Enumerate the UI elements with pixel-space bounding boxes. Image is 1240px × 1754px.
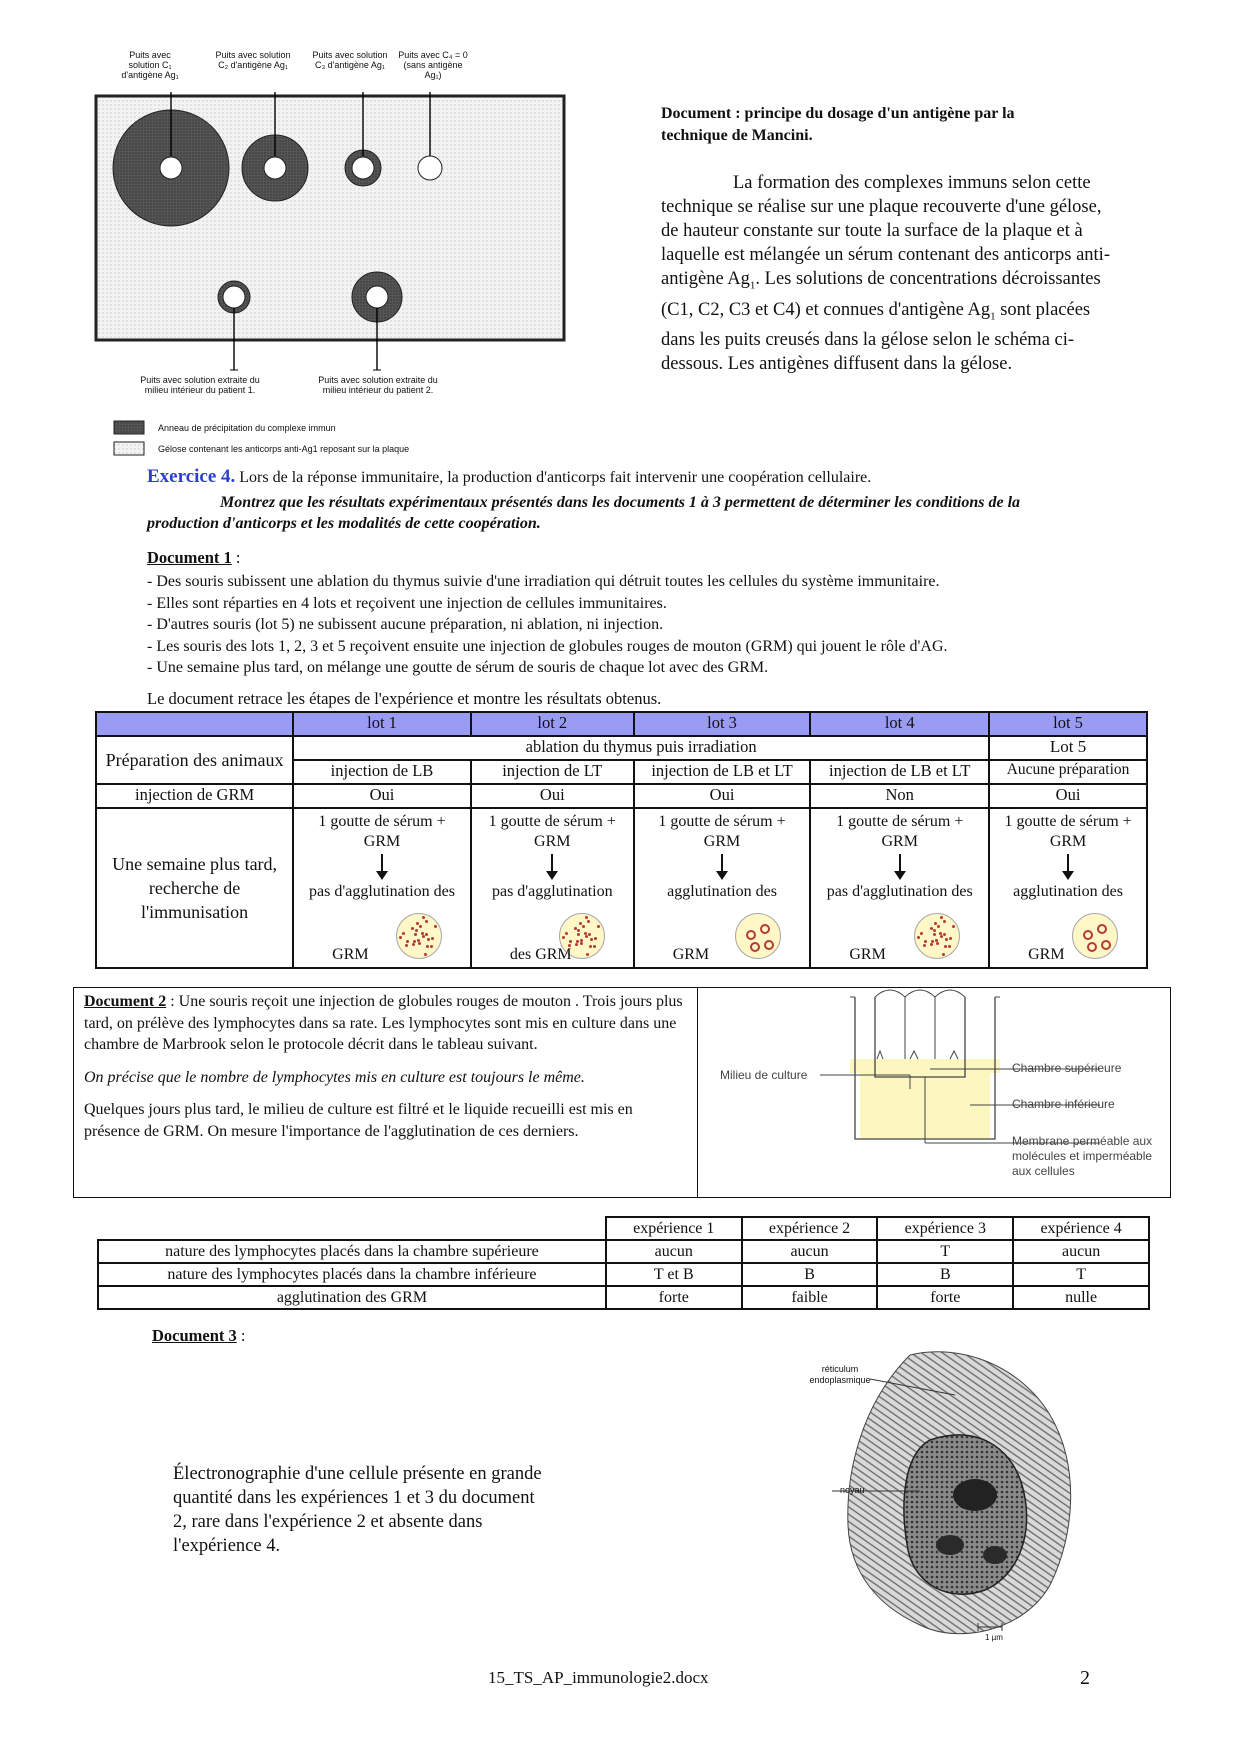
exp-header: expérience 3	[877, 1217, 1013, 1240]
table-cell: T	[877, 1240, 1013, 1263]
arrow-down-icon	[1067, 854, 1069, 876]
result-cell	[471, 808, 634, 968]
doc2-results-table	[97, 1216, 1150, 1310]
label-milieu: Milieu de culture	[720, 1068, 808, 1082]
dispersed-dish-icon	[914, 913, 960, 959]
prep-lot5-title: Lot 5	[989, 736, 1147, 760]
agglutinated-dish-icon	[1072, 913, 1118, 959]
agglutinated-dish-icon	[735, 913, 781, 959]
drop-text: 1 goutte de sérum + GRM	[836, 813, 964, 850]
well-label-patient1: Puits avec solution extraite du milieu intérieur du patient 1.	[140, 375, 260, 395]
label-chambre-inf: Chambre inférieure	[1012, 1097, 1115, 1111]
well-label-c3: Puits avec solution C₃ d'antigène Ag₁	[312, 50, 388, 70]
exercise-intro: Exercice 4. Lors de la réponse immunitaire, la production d'anticorps fait intervenir une coopération cellulaire.	[147, 466, 872, 487]
legend-gel: Gélose contenant les anticorps anti-Ag1 reposant sur la plaque	[158, 444, 410, 454]
exp-header: expérience 4	[1013, 1217, 1149, 1240]
dispersed-dish-icon	[396, 913, 442, 959]
table-row	[98, 1286, 1149, 1309]
row-label: nature des lymphocytes placés dans la chambre supérieure	[98, 1240, 606, 1263]
doc1-heading: Document 1 :	[147, 548, 241, 567]
arrow-down-icon	[721, 854, 723, 876]
label-scale: 1 µm	[985, 1633, 1003, 1642]
arrow-down-icon	[551, 854, 553, 876]
exp-header: expérience 2	[742, 1217, 878, 1240]
grm-cell: Oui	[989, 784, 1147, 808]
result-tail: des GRM	[509, 946, 572, 963]
result-cell	[810, 808, 989, 968]
table-cell: forte	[606, 1286, 742, 1309]
result-cell	[989, 808, 1147, 968]
row-label: nature des lymphocytes placés dans la chambre inférieure	[98, 1263, 606, 1286]
label-membrane: Membrane perméable aux molécules et imperméable aux cellules	[1012, 1134, 1153, 1178]
mancini-plate-diagram	[90, 92, 590, 472]
mancini-doc-text: La formation des complexes immuns selon cette technique se réalise sur une plaque recouverte d'une gélose, de hauteur constante sur toute la surface de la plaque et à laquelle est mélangée un sérum contenant des anticorps anti-antigène $Ag_1$. Les solutions de concentrations décroissantes (C1, C2, C3 et C4) et connues d'antigène $Ag_1$ sont placées dans les puits creusés dans la gélose selon le schéma ci-dessous. Les antigènes diffusent dans la gélose.	[661, 173, 1110, 375]
prep-common: ablation du thymus puis irradiation	[293, 736, 989, 760]
table-row	[98, 1263, 1149, 1286]
injection-cell: injection de LB	[293, 760, 471, 784]
lot-header: lot 5	[989, 712, 1147, 736]
arrow-down-icon	[381, 854, 383, 876]
exercise-label: Exercice 4.	[147, 466, 236, 487]
result-text: pas d'agglutination	[491, 883, 613, 900]
lot-header: lot 3	[634, 712, 811, 736]
result-text: pas d'agglutination des	[826, 883, 973, 900]
drop-text: 1 goutte de sérum + GRM	[318, 813, 446, 850]
grm-cell: Oui	[634, 784, 811, 808]
doc2-text: Document 2 : Une souris reçoit une injection de globules rouges de mouton . Trois jours plus tard, on prélève des lymphocytes dans sa rate. Les lymphocytes sont mis en culture dans une chambre de Marbrook selon le protocole décrit dans le tableau suivant. On précise que le nombre de lymphocytes mis en culture est toujours le même. Quelques jours plus tard, le milieu de culture est filtré et le liquide recueilli est mis en présence de GRM. On mesure l'importance de l'agglutination de ces derniers.	[84, 993, 683, 1140]
injection-cell: injection de LT	[471, 760, 634, 784]
exp-header: expérience 1	[606, 1217, 742, 1240]
label-chambre-sup: Chambre supérieure	[1012, 1061, 1122, 1075]
drop-text: 1 goutte de sérum + GRM	[1004, 813, 1132, 850]
mancini-doc-title: Document : principe du dosage d'un antigène par la technique de Mancini.	[661, 105, 1015, 144]
result-text: agglutination des	[1013, 883, 1123, 900]
result-tail: GRM	[849, 946, 886, 963]
result-tail: GRM	[332, 946, 369, 963]
footer-filename: 15_TS_AP_immunologie2.docx	[488, 1668, 709, 1687]
doc3-heading: Document 3 :	[152, 1326, 246, 1345]
drop-text: 1 goutte de sérum + GRM	[488, 813, 616, 850]
well-label-c1: Puits avec solution C₁ d'antigène Ag₁	[121, 50, 179, 80]
well-label-patient2: Puits avec solution extraite du milieu intérieur du patient 2.	[318, 375, 438, 395]
result-text: agglutination des	[667, 883, 777, 900]
result-text: pas d'agglutination des	[309, 883, 455, 900]
result-tail: GRM	[1028, 946, 1065, 963]
table-cell: B	[742, 1263, 878, 1286]
drop-text: 1 goutte de sérum + GRM	[658, 813, 786, 850]
injection-cell: injection de LB et LT	[634, 760, 811, 784]
table-cell: B	[877, 1263, 1013, 1286]
table-cell: T	[1013, 1263, 1149, 1286]
table-cell: aucun	[742, 1240, 878, 1263]
grm-label: injection de GRM	[96, 784, 293, 808]
doc1-results-table	[95, 711, 1148, 969]
result-label: Une semaine plus tard, recherche de l'immunisation	[96, 808, 293, 968]
arrow-down-icon	[899, 854, 901, 876]
page-number: 2	[1080, 1667, 1090, 1689]
legend-ring: Anneau de précipitation du complexe immun	[158, 423, 336, 433]
row-label: agglutination des GRM	[98, 1286, 606, 1309]
well-label-c4: Puits avec C₄ = 0 (sans antigène Ag₁)	[398, 50, 468, 80]
doc1-protocol: - Des souris subissent une ablation du thymus suivie d'une irradiation qui détruit toutes les cellules du système immunitaire. - Elles sont réparties en 4 lots et reçoivent une injection de cellules immunitaires. - D'autres souris (lot 5) ne subissent aucune préparation, ni ablation, ni injection. - Les souris des lots 1, 2, 3 et 5 reçoivent ensuite une injection de globules rouges de mouton (GRM) qui jouent le rôle d'AG. - Une semaine plus tard, on mélange une goutte de sérum de souris de chaque lot avec des GRM.	[147, 573, 948, 676]
grm-cell: Oui	[471, 784, 634, 808]
label-noyau: noyau	[840, 1485, 865, 1495]
result-cell	[293, 808, 471, 968]
result-tail: GRM	[672, 946, 710, 963]
table-cell: faible	[742, 1286, 878, 1309]
lot-header: lot 1	[293, 712, 471, 736]
table-cell: nulle	[1013, 1286, 1149, 1309]
table-row	[98, 1240, 1149, 1263]
electron-micrograph	[790, 1345, 1100, 1645]
table-cell: aucun	[606, 1240, 742, 1263]
exercise-question: Montrez que les résultats expérimentaux présentés dans les documents 1 à 3 permettent de déterminer les conditions de la production d'anticorps et les modalités de cette coopération.	[147, 494, 1021, 532]
doc3-text: Électronographie d'une cellule présente en grande quantité dans les expériences 1 et 3 du document 2, rare dans l'expérience 2 et absente dans l'expérience 4.	[173, 1464, 542, 1556]
well-label-c2: Puits avec solution C₂ d'antigène Ag₁	[215, 50, 291, 70]
table-cell: T et B	[606, 1263, 742, 1286]
label-reticulum: réticulum endoplasmique	[809, 1364, 871, 1385]
grm-cell: Non	[810, 784, 989, 808]
result-cell	[634, 808, 811, 968]
lot-header: lot 4	[810, 712, 989, 736]
prep-lot5: Aucune préparation	[989, 760, 1147, 784]
grm-cell: Oui	[293, 784, 471, 808]
table-cell: forte	[877, 1286, 1013, 1309]
prep-label: Préparation des animaux	[96, 736, 293, 784]
table-cell: aucun	[1013, 1240, 1149, 1263]
injection-cell: injection de LB et LT	[810, 760, 989, 784]
lot-header: lot 2	[471, 712, 634, 736]
doc1-caption: Le document retrace les étapes de l'expérience et montre les résultats obtenus.	[147, 689, 662, 708]
